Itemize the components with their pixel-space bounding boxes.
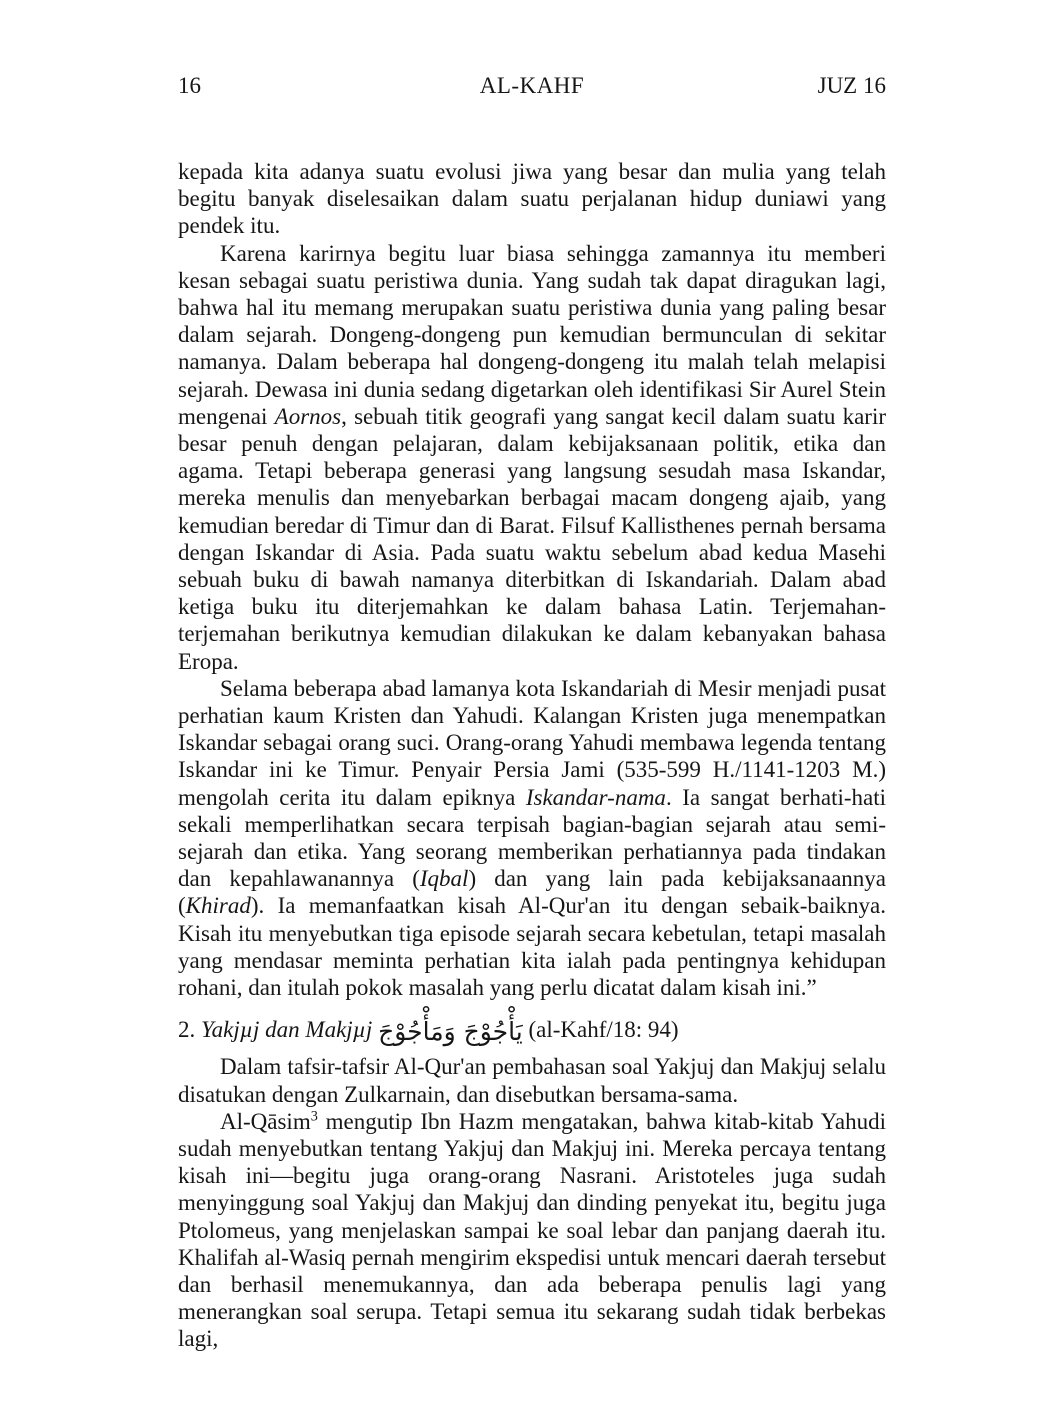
- surah-title: AL-KAHF: [479, 73, 585, 98]
- body-text: kepada kita adanya suatu evolusi jiwa yang besar dan mulia yang telah begitu banyak diselesaikan dalam suatu perjalanan hidup duniawi yang pendek itu.: [178, 159, 886, 239]
- italic-text: Khirad: [185, 893, 251, 919]
- body-text: Dalam tafsir-tafsir Al-Qur'an pembahasan soal Yakjuj dan Makjuj selalu disatukan dengan Zulkarnain, dan disebutkan bersama-sama.: [178, 1054, 886, 1107]
- body-text: Karena karirnya begitu luar biasa sehingga zamannya itu memberi kesan sebagai suatu peristiwa dunia. Yang sudah tak dapat diragukan lagi, bahwa hal itu memang merupakan suatu peristiwa dunia yang paling besar dalam sejarah. Dongeng-dongeng pun kemudian bermunculan di sekitar namanya. Dalam beberapa hal dongeng-dongeng itu malah telah melapisi sejarah. Dewasa ini dunia sedang digetarkan oleh identifikasi Sir Aurel Stein mengenai: [178, 240, 886, 429]
- body-text: ) dan yang lain pada kebijaksanaannya (: [178, 866, 887, 919]
- section-heading: [178, 1016, 886, 1047]
- paragraph: [178, 240, 886, 675]
- body-text: Al-Qāsim: [220, 1108, 311, 1134]
- body-text: ). Ia memanfaatkan kisah Al-Qur'an itu dengan sebaik-baiknya. Kisah itu menyebutkan tiga episode sejarah secara kebetulan, tetapi masalah yang mendasar meminta perhatian kita ialah pada pentingnya kehidupan rohani, dan itulah pokok masalah yang perlu dicatat dalam kisah ini.”: [178, 893, 886, 1001]
- body-text: mengutip Ibn Hazm mengatakan, bahwa kitab-kitab Yahudi sudah menyebutkan tentang Yakjuj dan Makjuj ini. Mereka percaya tentang kisah ini—begitu juga orang-orang Nasrani. Aristoteles juga sudah menyinggung soal Yakjuj dan Makjuj dan dinding penyekat itu, begitu juga Ptolomeus, yang menjelaskan sampai ke soal lebar dan panjang daerah itu. Khalifah al-Wasiq pernah mengirim ekspedisi untuk mencari daerah tersebut dan berhasil menemukannya, dan ada beberapa penulis lagi yang menerangkan soal serupa. Tetapi semua itu sekarang sudah tidak berbekas lagi,: [178, 1108, 886, 1352]
- body-text: Selama beberapa abad lamanya kota Iskandariah di Mesir menjadi pusat perhatian kaum Kristen dan Yahudi. Kalangan Kristen juga menempatkan Iskandar sebagai orang suci. Orang-orang Yahudi membawa legenda tentang Iskandar ini ke Timur. Penyair Persia Jami (535-599 H./1141-1203 M.) mengolah cerita itu dalam epiknya: [178, 675, 886, 810]
- juz-label: JUZ 16: [817, 73, 886, 98]
- italic-text: Yakjµj dan Makjµj: [201, 1017, 373, 1043]
- footnote-marker: 3: [310, 1108, 318, 1125]
- italic-text: Iqbal: [419, 866, 469, 892]
- body-text: , sebuah titik geografi yang sangat kecil dalam suatu karir besar penuh dengan pelajaran, dalam kebijaksanaan politik, etika dan agama. Tetapi beberapa generasi yang langsung sesudah masa Iskandar, mereka menulis dan menyebarkan berbagai macam dongeng ajaib, yang kemudian beredar di Timur dan di Barat. Filsuf Kallisthenes pernah bersama dengan Iskandar di Asia. Pada suatu waktu sebelum abad kedua Masehi sebuah buku di bawah namanya diterbitkan di Iskandariah. Dalam abad ketiga buku itu diterjemahkan ke dalam bahasa Latin. Terjemahan-terjemahan berikutnya kemudian dilakukan ke dalam kebanyakan bahasa Eropa.: [178, 403, 886, 674]
- paragraph: [178, 1053, 886, 1107]
- body-text: (al-Kahf/18: 94): [522, 1017, 679, 1043]
- paragraph: [178, 675, 886, 1001]
- body-text: 2.: [178, 1017, 201, 1043]
- italic-text: Aornos: [274, 403, 342, 429]
- body-text: . Ia sangat berhati-hati sekali memperlihatkan secara terpisah bagian-bagian sejarah atau semi-sejarah dan etika. Yang seorang memberikan perhatiannya pada tindakan dan kepahlawanannya (: [178, 784, 886, 892]
- page-body: [178, 158, 886, 1353]
- paragraph: [178, 158, 886, 240]
- arabic-text: يَأْجُوْجَ وَمَأْجُوْجَ: [378, 1017, 523, 1047]
- page-number: 16: [178, 73, 201, 98]
- page-header: [178, 72, 886, 99]
- paragraph: [178, 1108, 886, 1353]
- italic-text: Iskandar-nama: [525, 784, 666, 810]
